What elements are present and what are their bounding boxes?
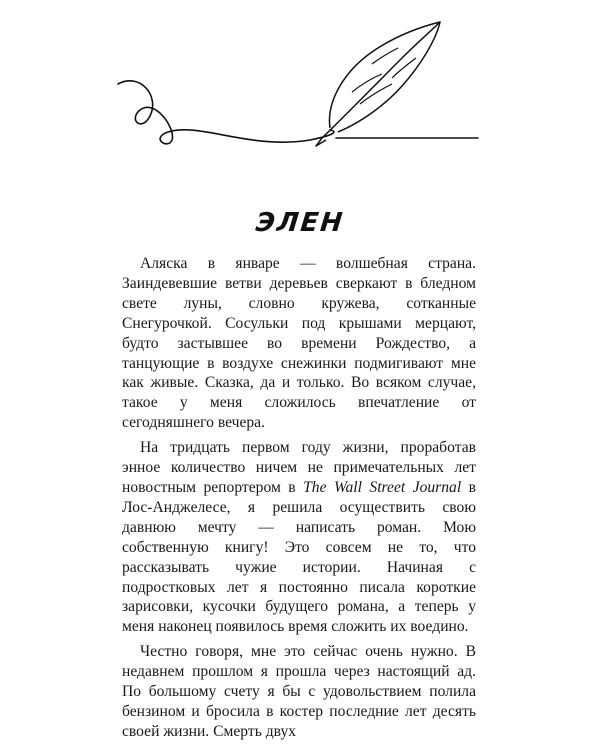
chapter-body	[122, 254, 476, 747]
paragraph: Аляска в январе — волшебная страна. Заиндевевшие ветви деревьев сверкают в бледном свете луны, словно кружева, сотканные Снегурочкой. Сосульки под крышами мерцают, будто застывшее во времени Рождество, а танцующие в воздухе снежинки подмигивают мне как живые. Сказка, да и только. Во всяком случае, такое у меня сложилось впечатление от сегодняшнего вечера.	[122, 255, 476, 432]
chapter-title: ЭЛЕН	[254, 208, 346, 238]
paragraph-text: На тридцать первом году жизни, проработав энное количество ничем не примечательных лет новостным репортером в	[122, 439, 476, 496]
paragraph-text: в Лос-Анджелесе, я решила осуществить свою давнюю мечту — написать роман. Мою собственную книгу! Это совсем не то, что рассказывать чужие истории. Начиная с подростковых лет я постоянно писала короткие зарисовки, кусочки будущего романа, а теперь у меня наконец появилось время сложить их воедино.	[122, 478, 476, 636]
quill-pen-icon	[0, 0, 600, 170]
paragraph: Честно говоря, мне это сейчас очень нужно. В недавнем прошлом я прошла через настоящий ад. По большому счету я бы с удовольствием полила бензином и бросила в костер последние лет десять своей жизни. Смерть двух	[122, 643, 476, 740]
paragraph	[122, 438, 476, 637]
publication-title: The Wall Street Journal	[303, 478, 462, 496]
